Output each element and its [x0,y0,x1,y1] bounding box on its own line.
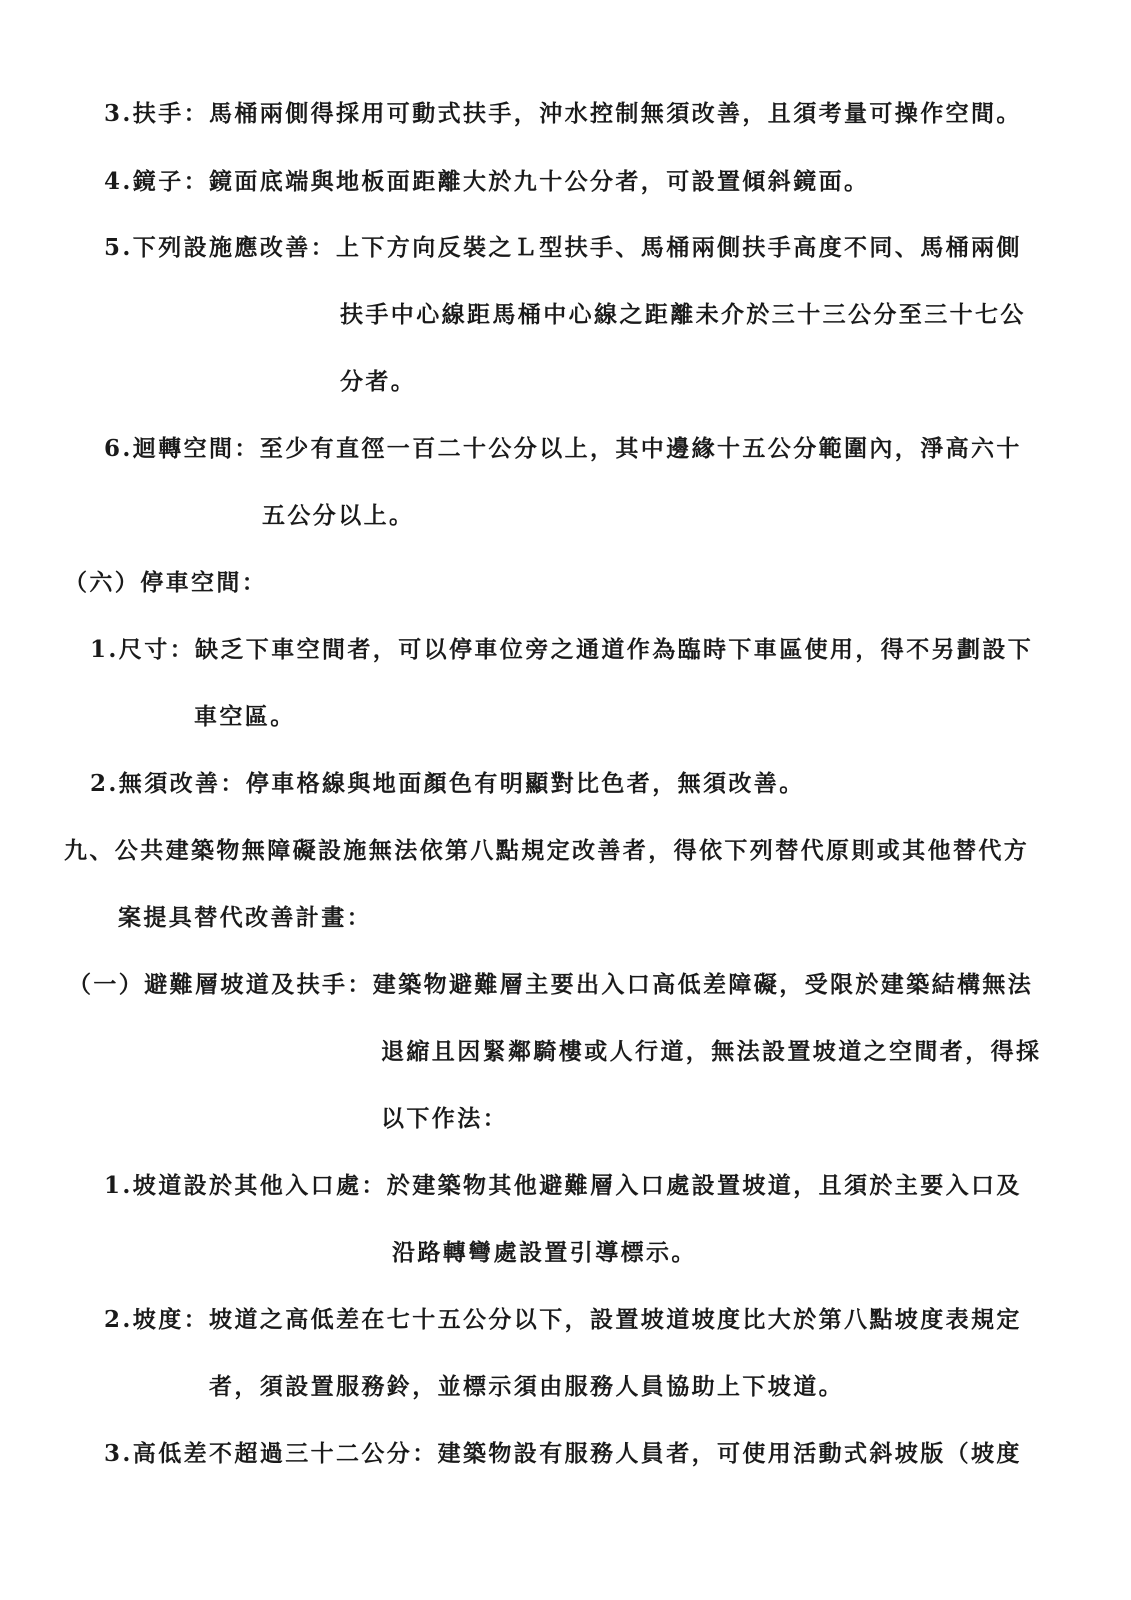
ramp-item-1-other-entrance: 1.坡道設於其他入口處：於建築物其他避難層入口處設置坡道，且須於主要入口及 [104,1172,1022,1199]
parking-item-1-size: 1.尺寸：缺乏下車空間者，可以停車位旁之通道作為臨時下車區使用，得不另劃設下 [90,636,1034,663]
ramp-item-2-continuation: 者，須設置服務鈴，並標示須由服務人員協助上下坡道。 [209,1373,844,1400]
item-3-handrail: 3.扶手：馬桶兩側得採用可動式扶手，沖水控制無須改善，且須考量可操作空間。 [104,100,1022,127]
item-5-continuation-end: 分者。 [340,368,417,395]
item-6-turning-space: 6.迴轉空間：至少有直徑一百二十公分以上，其中邊緣十五公分範圍內，淨高六十 [104,435,1022,462]
article-9-heading: 九、公共建築物無障礙設施無法依第八點規定改善者，得依下列替代原則或其他替代方 [64,837,1030,864]
item-5-continuation: 扶手中心線距馬桶中心線之距離未介於三十三公分至三十七公 [340,301,1026,328]
item-6-continuation: 五公分以上。 [262,502,415,529]
item-4-mirror: 4.鏡子：鏡面底端與地板面距離大於九十公分者，可設置傾斜鏡面。 [104,168,870,195]
section-1-continuation: 退縮且因緊鄰騎樓或人行道，無法設置坡道之空間者，得採 [381,1038,1042,1065]
ramp-item-2-slope: 2.坡度：坡道之高低差在七十五公分以下，設置坡道坡度比大於第八點坡度表規定 [104,1306,1022,1333]
item-5-facilities: 5.下列設施應改善：上下方向反裝之Ｌ型扶手、馬桶兩側扶手高度不同、馬桶兩側 [104,234,1022,261]
section-1-ramp-heading: （一）避難層坡道及扶手：建築物避難層主要出入口高低差障礙，受限於建築結構無法 [68,971,1034,998]
article-9-continuation: 案提具替代改善計畫： [118,904,372,931]
section-6-parking-heading: （六）停車空間： [64,569,268,596]
parking-item-1-continuation: 車空區。 [194,703,296,730]
section-1-continuation-end: 以下作法： [381,1105,508,1132]
ramp-item-1-continuation: 沿路轉彎處設置引導標示。 [392,1239,697,1266]
parking-item-2-no-improvement: 2.無須改善：停車格線與地面顏色有明顯對比色者，無須改善。 [90,770,805,797]
ramp-item-3-height-difference: 3.高低差不超過三十二公分：建築物設有服務人員者，可使用活動式斜坡版（坡度 [104,1440,1022,1467]
